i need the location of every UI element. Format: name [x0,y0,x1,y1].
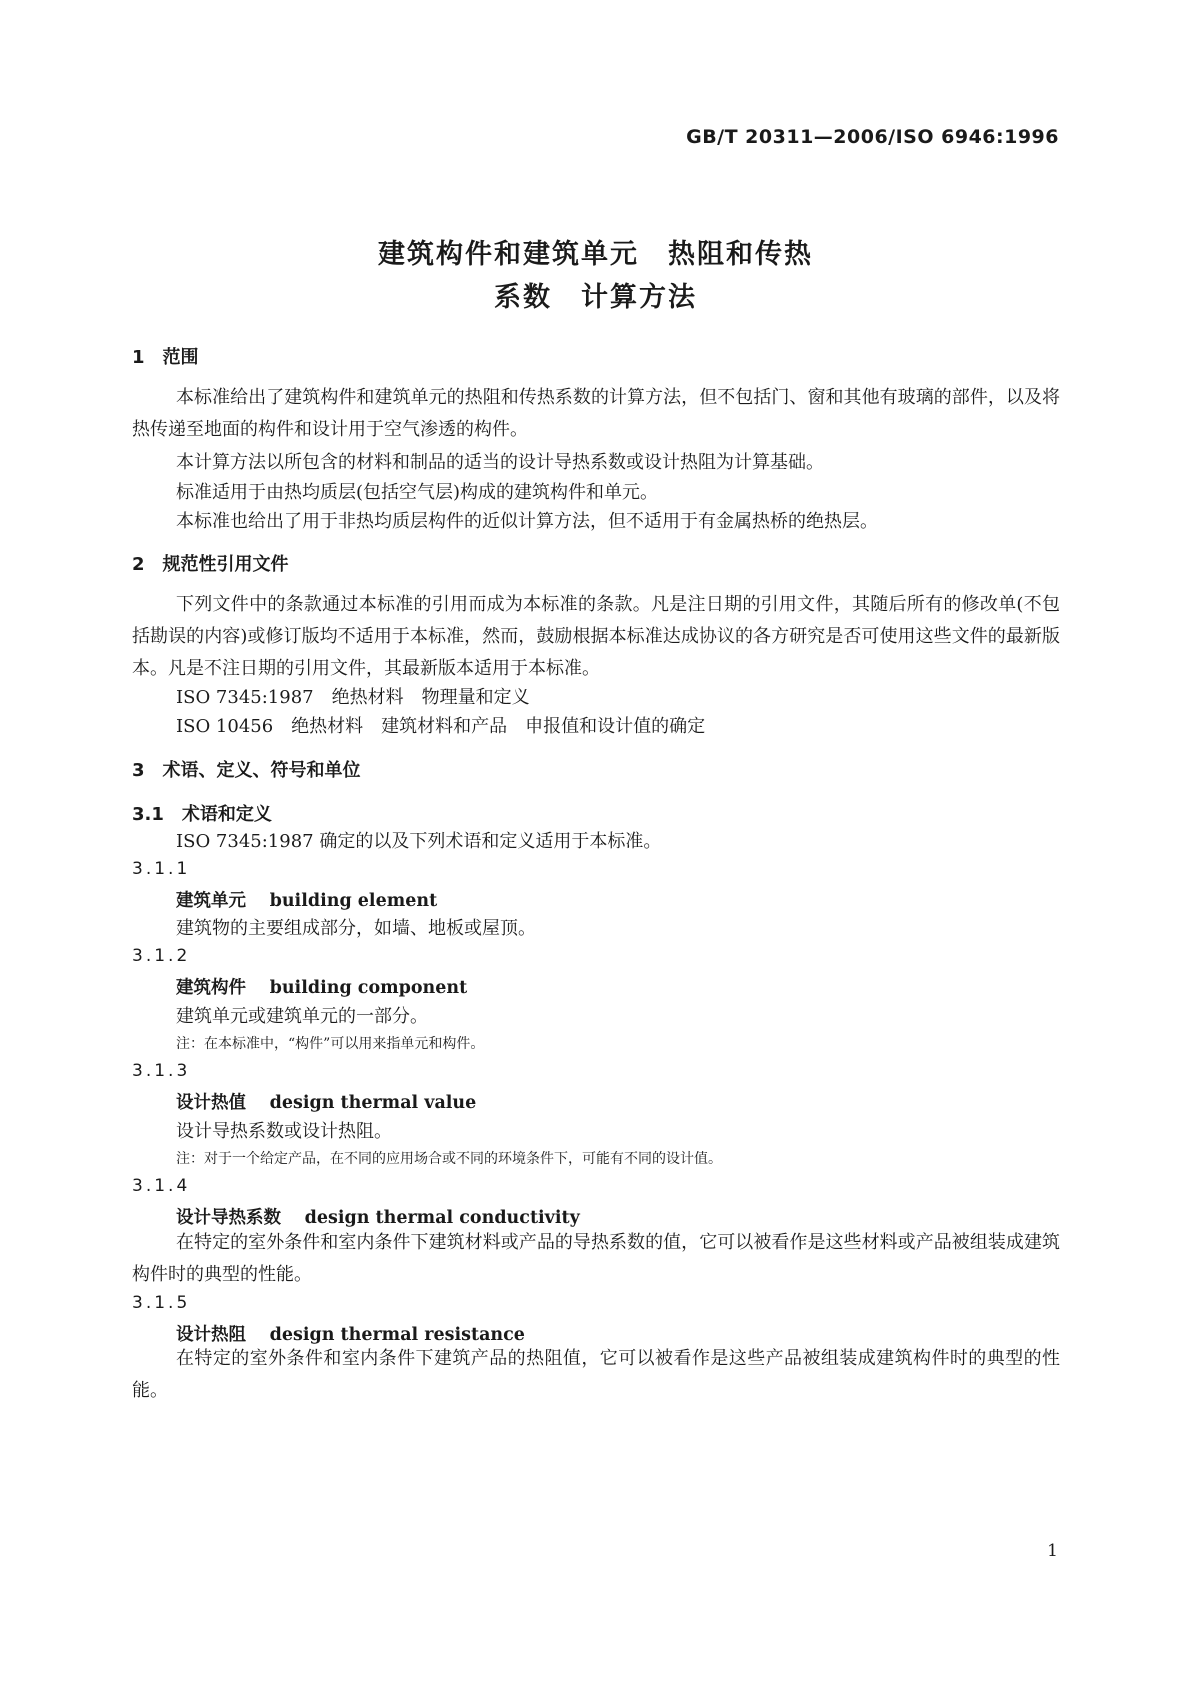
reference-iso-10456: ISO 10456 绝热材料 建筑材料和产品 申报值和设计值的确定 [176,716,706,737]
title-line-1: 建筑构件和建筑单元 热阻和传热 [378,239,813,270]
term-en: design thermal value [269,1093,477,1113]
term-definition: 设计导热系数或设计热阻。 [176,1121,392,1142]
term-definition: 在特定的室外条件和室内条件下建筑材料或产品的导热系数的值，它可以被看作是这些材料或产品被组装成建筑构件时的典型的性能。 [132,1232,1060,1285]
term-number: 3.1.2 [132,946,191,966]
term-number: 3.1.4 [132,1176,191,1196]
term-cn: 设计导热系数 [176,1208,281,1228]
section-1-paragraph-4: 本标准也给出了用于非热均质层构件的近似计算方法，但不适用于有金属热桥的绝热层。 [176,511,878,532]
term-heading [176,974,467,999]
term-number: 3.1.5 [132,1293,191,1313]
section-1-paragraph-3: 标准适用于由热均质层(包括空气层)构成的建筑构件和单元。 [176,482,659,503]
reference-iso-7345: ISO 7345:1987 绝热材料 物理量和定义 [176,687,530,708]
term-en: building element [269,891,438,911]
term-en: design thermal resistance [269,1325,525,1345]
term-en: building component [269,978,468,998]
term-heading [176,887,437,912]
term-cn: 建筑构件 [176,978,246,998]
term-heading [176,1089,476,1114]
page-number: 1 [1047,1541,1058,1561]
term-note: 注：对于一个给定产品，在不同的应用场合或不同的环境条件下，可能有不同的设计值。 [176,1151,722,1167]
term-cn: 建筑单元 [176,891,246,911]
term-en: design thermal conductivity [304,1208,580,1228]
section-3-heading: 3 术语、定义、符号和单位 [132,760,361,781]
section-1-heading: 1 范围 [132,347,199,368]
term-number: 3.1.1 [132,859,191,879]
term-heading [176,1204,580,1229]
term-note: 注：在本标准中，“构件”可以用来指单元和构件。 [176,1036,485,1052]
standard-code: GB/T 20311—2006/ISO 6946:1996 [686,126,1059,148]
section-3-1-intro: ISO 7345:1987 确定的以及下列术语和定义适用于本标准。 [176,831,662,852]
section-3-1-heading: 3.1 术语和定义 [132,804,272,825]
section-1-paragraph-1: 本标准给出了建筑构件和建筑单元的热阻和传热系数的计算方法，但不包括门、窗和其他有玻璃的部件，以及将热传递至地面的构件和设计用于空气渗透的构件。 [132,387,1060,440]
term-cn: 设计热阻 [176,1325,246,1345]
term-definition: 建筑物的主要组成部分，如墙、地板或屋顶。 [176,918,536,939]
term-definition: 在特定的室外条件和室内条件下建筑产品的热阻值，它可以被看作是这些产品被组装成建筑构件时的典型的性能。 [132,1348,1060,1401]
term-cn: 设计热值 [176,1093,246,1113]
title-line-2: 系数 计算方法 [494,282,697,313]
term-definition: 建筑单元或建筑单元的一部分。 [176,1006,428,1027]
term-number: 3.1.3 [132,1061,191,1081]
section-2-heading: 2 规范性引用文件 [132,554,289,575]
section-1-paragraph-2: 本计算方法以所包含的材料和制品的适当的设计导热系数或设计热阻为计算基础。 [176,452,824,473]
section-2-paragraph-1: 下列文件中的条款通过本标准的引用而成为本标准的条款。凡是注日期的引用文件，其随后所有的修改单(不包括勘误的内容)或修订版均不适用于本标准，然而，鼓励根据本标准达成协议的各方研究是否可使用这些文件的最新版本。凡是不注日期的引用文件，其最新版本适用于本标准。 [132,594,1060,679]
